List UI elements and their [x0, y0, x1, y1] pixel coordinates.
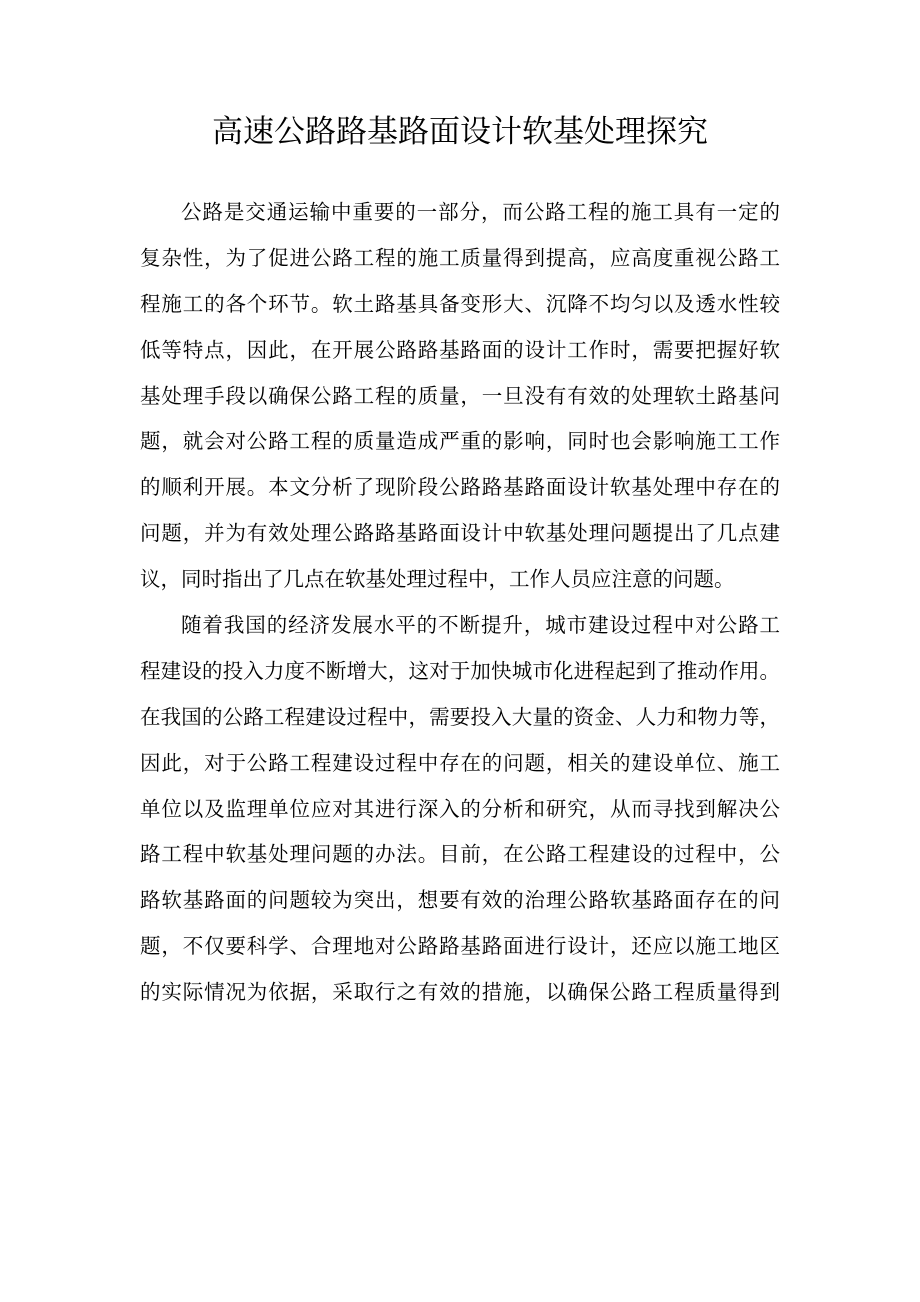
text-line: 路软基路面的问题较为突出，想要有效的治理公路软基路面存在的问 [140, 888, 780, 913]
text-line: 单位以及监理单位应对其进行深入的分析和研究，从而寻找到解决公 [140, 796, 780, 821]
text-line: 复杂性，为了促进公路工程的施工质量得到提高，应高度重视公路工 [140, 245, 780, 270]
text-line: 路工程中软基处理问题的办法。目前，在公路工程建设的过程中，公 [140, 842, 780, 867]
text-line: 因此，对于公路工程建设过程中存在的问题，相关的建设单位、施工 [140, 750, 780, 775]
document-title: 高速公路路基路面设计软基处理探究 [212, 114, 708, 150]
document-body [140, 190, 780, 1016]
paragraph-1 [140, 190, 780, 603]
text-line: 公路是交通运输中重要的一部分，而公路工程的施工具有一定的 [181, 200, 780, 224]
text-line: 随着我国的经济发展水平的不断提升，城市建设过程中对公路工 [181, 613, 780, 638]
text-line: 的顺利开展。本文分析了现阶段公路路基路面设计软基处理中存在的 [140, 475, 780, 500]
text-line: 基处理手段以确保公路工程的质量，一旦没有有效的处理软土路基问 [140, 383, 780, 408]
text-line: 题，不仅要科学、合理地对公路路基路面进行设计，还应以施工地区 [140, 934, 780, 959]
paragraph-2 [140, 603, 780, 1016]
text-line: 低等特点，因此，在开展公路路基路面的设计工作时，需要把握好软 [140, 337, 780, 362]
text-line: 程建设的投入力度不断增大，这对于加快城市化进程起到了推动作用。 [140, 658, 780, 683]
text-line: 议，同时指出了几点在软基处理过程中，工作人员应注意的问题。 [140, 567, 735, 592]
text-line: 程施工的各个环节。软土路基具备变形大、沉降不均匀以及透水性较 [140, 291, 780, 316]
text-line: 题，就会对公路工程的质量造成严重的影响，同时也会影响施工工作 [140, 429, 780, 454]
text-line: 的实际情况为依据，采取行之有效的措施，以确保公路工程质量得到 [140, 980, 780, 1005]
text-line: 问题，并为有效处理公路路基路面设计中软基处理问题提出了几点建 [140, 521, 780, 546]
text-line: 在我国的公路工程建设过程中，需要投入大量的资金、人力和物力等， [140, 704, 780, 729]
